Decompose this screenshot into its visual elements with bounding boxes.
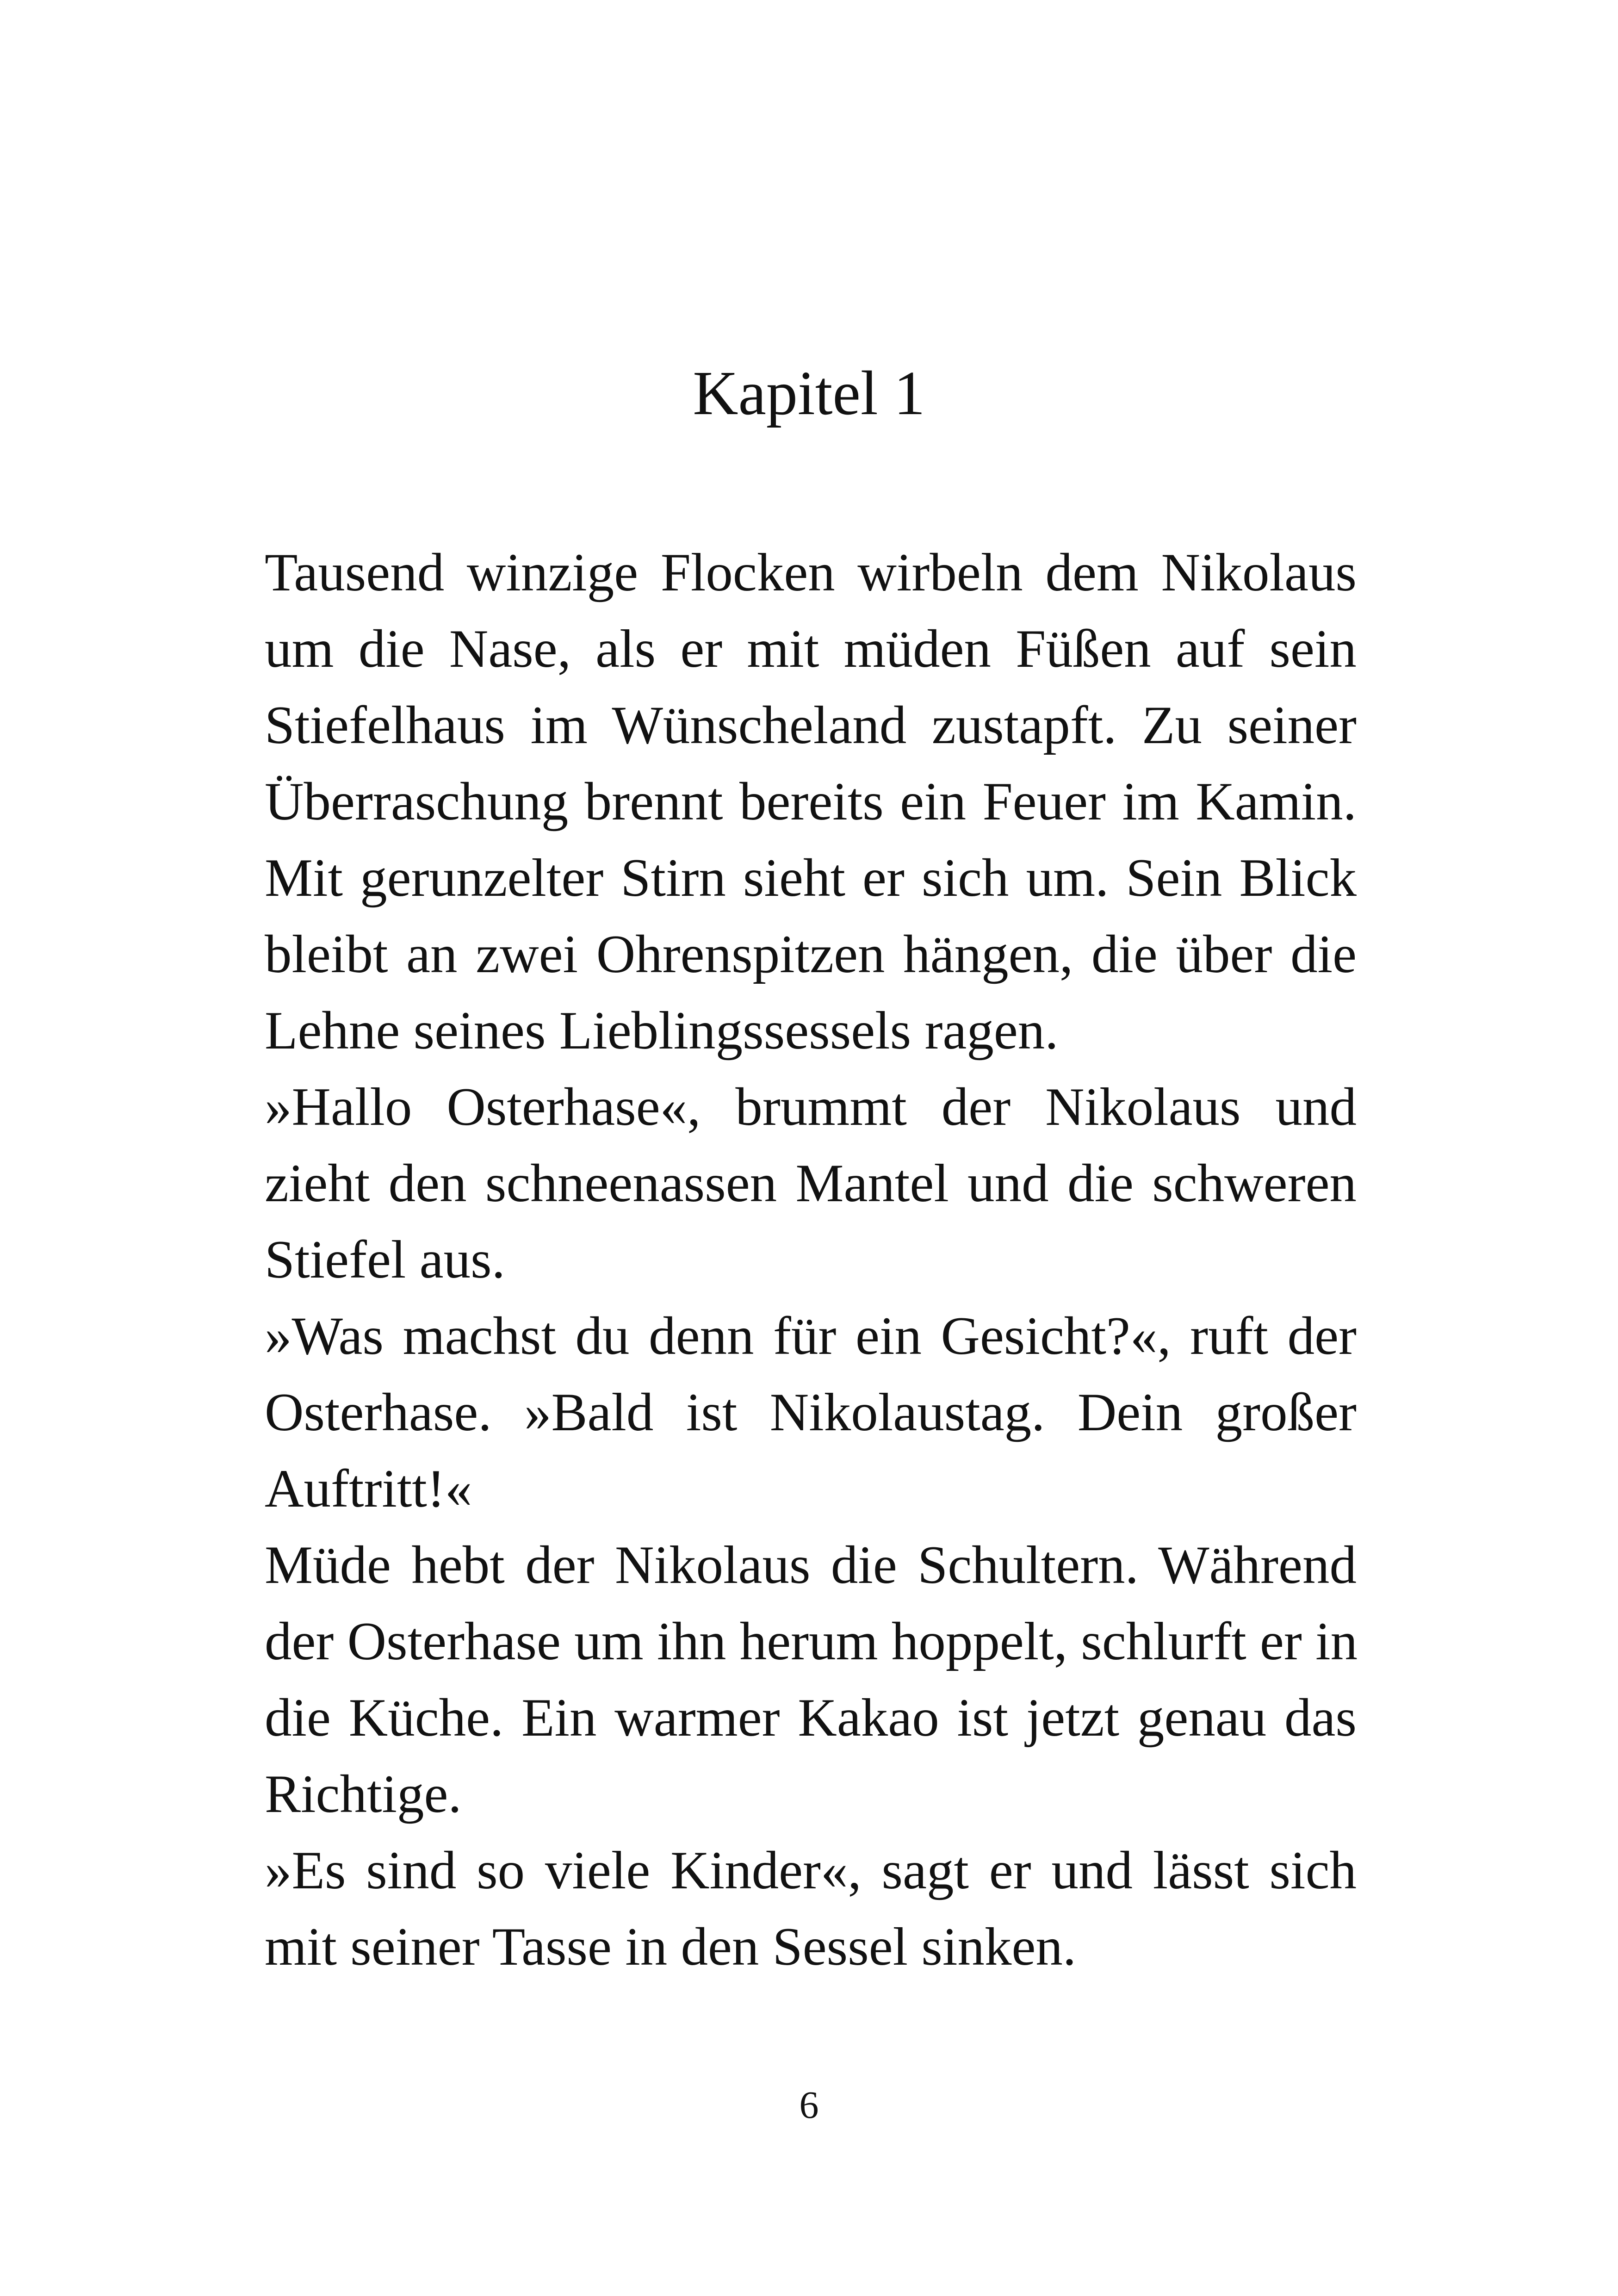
text-line: »Es sind so viele Kinder«, sagt er und lässt sich [265, 1841, 1357, 1900]
page-number: 6 [799, 2084, 819, 2127]
text-line: Osterhase. »Bald ist Nikolaustag. Dein großer [265, 1383, 1357, 1442]
text-line: Stiefel aus. [265, 1230, 505, 1290]
text-line: um die Nase, als er mit müden Füßen auf sein [265, 619, 1357, 679]
text-line: Lehne seines Lieblingssessels ragen. [265, 1001, 1059, 1061]
text-line: Richtige. [265, 1764, 462, 1824]
text-line: die Küche. Ein warmer Kakao ist jetzt genau das [265, 1688, 1357, 1748]
text-line: mit seiner Tasse in den Sessel sinken. [265, 1917, 1077, 1977]
chapter-body-text [265, 534, 1357, 1985]
text-line: »Was machst du denn für ein Gesicht?«, ruft der [265, 1306, 1357, 1366]
text-line: Tausend winzige Flocken wirbeln dem Nikolaus [265, 543, 1357, 602]
text-line: Auftritt!« [265, 1459, 472, 1519]
text-line: Überraschung brennt bereits ein Feuer im Kamin. [265, 772, 1357, 832]
text-line: der Osterhase um ihn herum hoppelt, schlurft er in [265, 1612, 1358, 1671]
text-line: »Hallo Osterhase«, brummt der Nikolaus und [265, 1077, 1357, 1137]
text-line: zieht den schneenassen Mantel und die schweren [265, 1154, 1357, 1213]
text-line: Mit gerunzelter Stirn sieht er sich um. Sein Blick [265, 848, 1357, 908]
text-line: bleibt an zwei Ohrenspitzen hängen, die über die [265, 925, 1357, 984]
text-line: Müde hebt der Nikolaus die Schultern. Während [265, 1535, 1357, 1595]
text-line: Stiefelhaus im Wünscheland zustapft. Zu seiner [265, 695, 1357, 755]
chapter-title: Kapitel 1 [693, 359, 925, 428]
